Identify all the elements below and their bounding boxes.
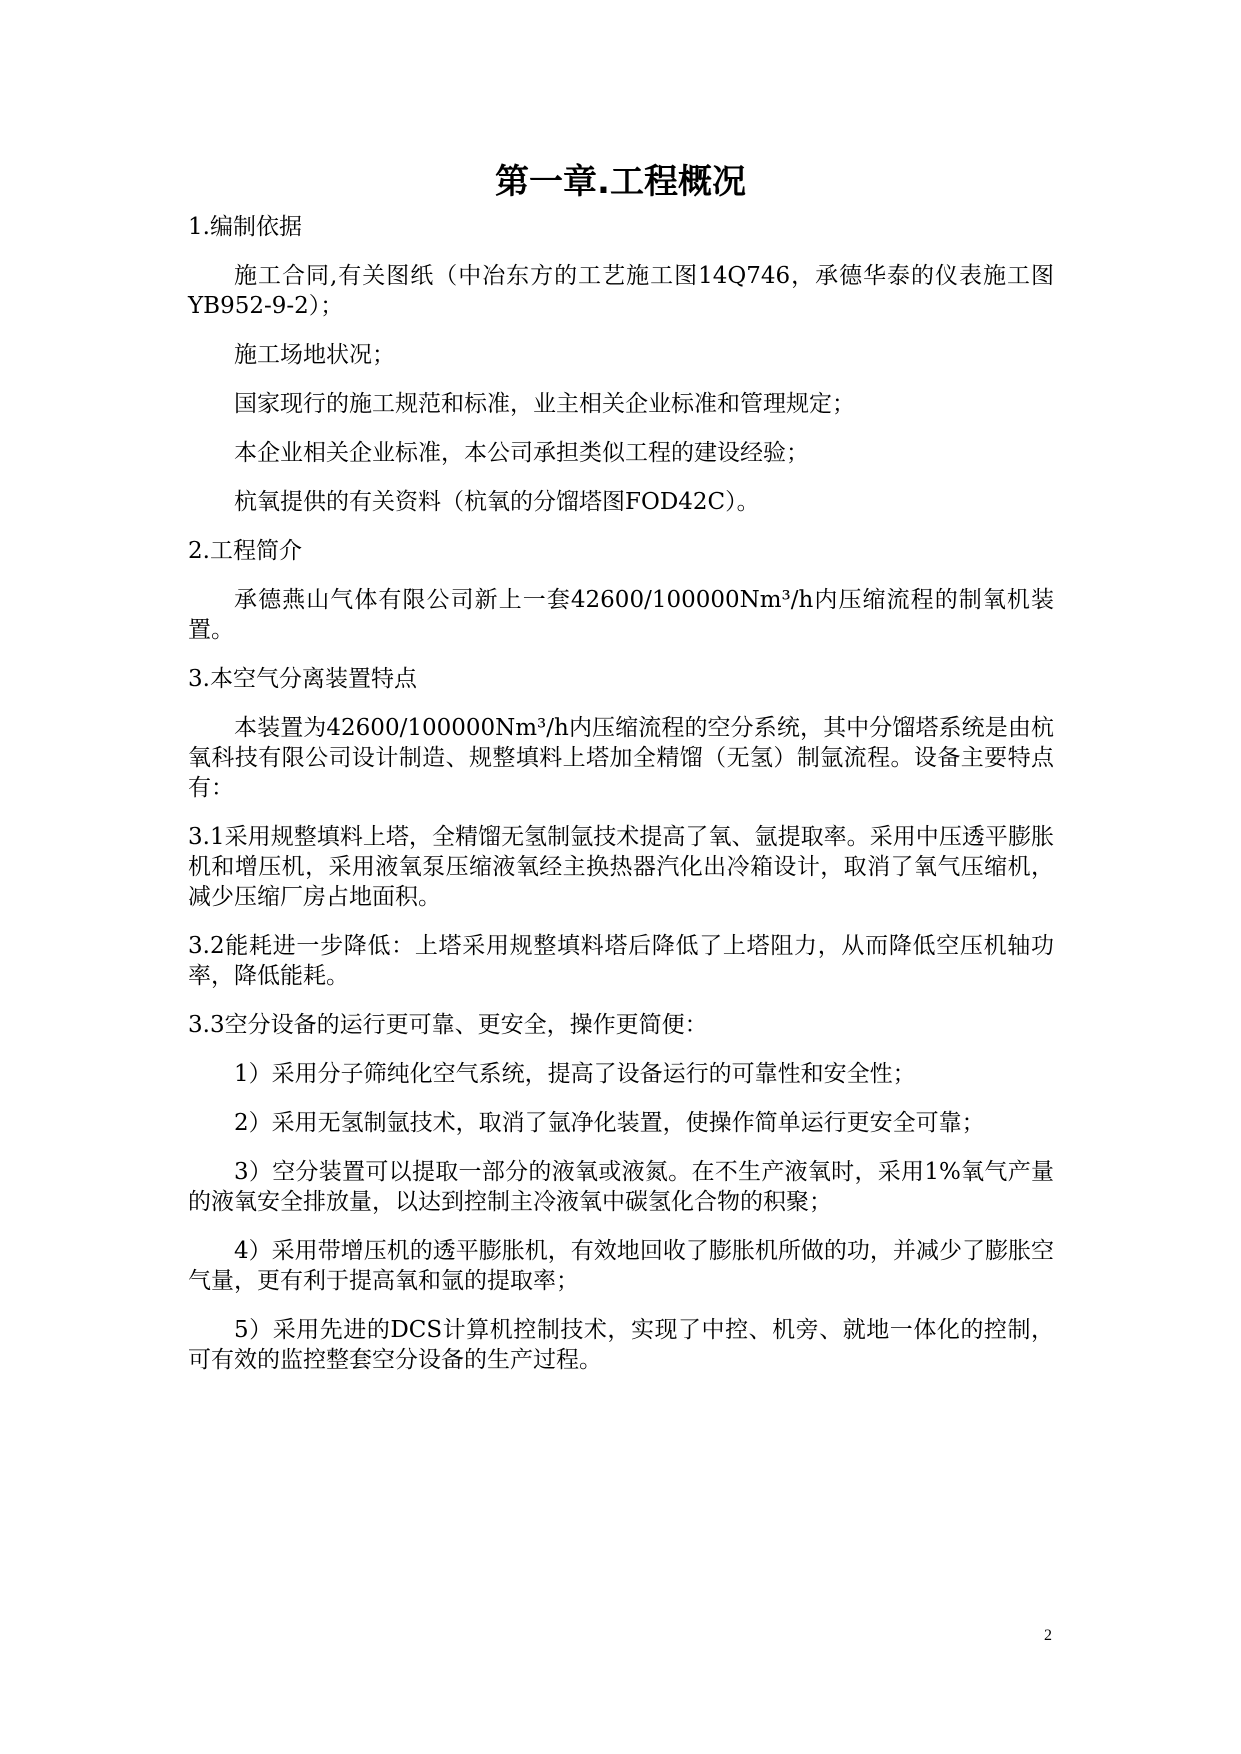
page-number: 2: [1044, 1627, 1052, 1644]
list-item: 5）采用先进的DCS计算机控制技术，实现了中控、机旁、就地一体化的控制，可有效的监控整套空分设备的生产过程。: [188, 1317, 1054, 1373]
document-body: [188, 212, 1054, 1394]
paragraph: 承德燕山气体有限公司新上一套42600/100000Nm³/h内压缩流程的制氧机装置。: [188, 587, 1054, 643]
list-item: 2）采用无氢制氩技术，取消了氩净化装置，使操作简单运行更安全可靠；: [234, 1110, 985, 1136]
section-heading: 1.编制依据: [188, 214, 302, 240]
paragraph: 本企业相关企业标准，本公司承担类似工程的建设经验；: [234, 440, 809, 466]
paragraph: 施工场地状况；: [234, 342, 395, 368]
list-item: 3）空分装置可以提取一部分的液氧或液氮。在不生产液氧时，采用1%氧气产量的液氧安全排放量，以达到控制主冷液氧中碳氢化合物的积聚；: [188, 1159, 1054, 1215]
list-item: 4）采用带增压机的透平膨胀机，有效地回收了膨胀机所做的功，并减少了膨胀空气量，更有利于提高氧和氩的提取率；: [188, 1238, 1054, 1294]
feature-paragraph: 3.3空分设备的运行更可靠、更安全，操作更简便：: [188, 1012, 708, 1038]
feature-paragraph: 3.1采用规整填料上塔，全精馏无氢制氩技术提高了氧、氩提取率。采用中压透平膨胀机和增压机，采用液氧泵压缩液氧经主换热器汽化出冷箱设计，取消了氧气压缩机，减少压缩厂房占地面积。: [188, 824, 1054, 910]
section-heading: 3.本空气分离装置特点: [188, 666, 417, 692]
paragraph: 施工合同,有关图纸（中冶东方的工艺施工图14Q746，承德华泰的仪表施工图YB952-9-2）；: [188, 263, 1054, 319]
chapter-title: 第一章.工程概况: [495, 162, 746, 202]
paragraph: 国家现行的施工规范和标准，业主相关企业标准和管理规定；: [234, 391, 855, 417]
section-heading: 2.工程简介: [188, 538, 302, 564]
paragraph: 杭氧提供的有关资料（杭氧的分馏塔图FOD42C）。: [234, 489, 760, 515]
paragraph: 本装置为42600/100000Nm³/h内压缩流程的空分系统，其中分馏塔系统是由杭氧科技有限公司设计制造、规整填料上塔加全精馏（无氢）制氩流程。设备主要特点有：: [188, 715, 1054, 801]
feature-paragraph: 3.2能耗进一步降低：上塔采用规整填料塔后降低了上塔阻力，从而降低空压机轴功率，降低能耗。: [188, 933, 1054, 989]
list-item: 1）采用分子筛纯化空气系统，提高了设备运行的可靠性和安全性；: [234, 1061, 916, 1087]
